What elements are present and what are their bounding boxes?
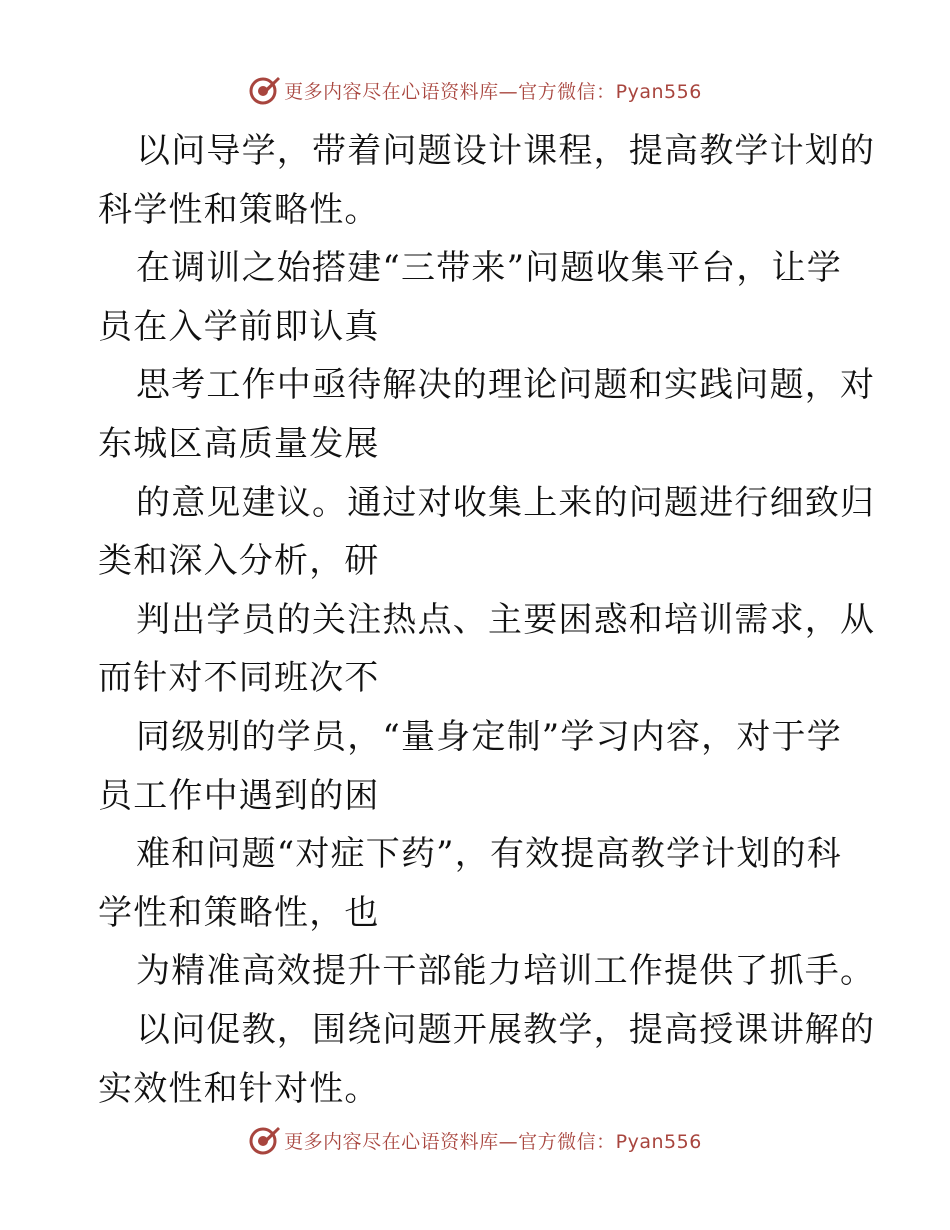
header-banner [0,70,950,110]
paragraph [98,356,876,473]
paragraph-line: 学性和策略性，也 [98,892,380,933]
paragraph-line: 科学性和策略性。 [98,189,380,230]
paragraph-line: 员工作中遇到的困 [98,775,380,816]
paragraph-line: 员在入学前即认真 [98,306,380,347]
paragraph-line: 为精准高效提升干部能力培训工作提供了抓手。 [136,951,876,992]
paragraph-line: 的意见建议。通过对收集上来的问题进行细致归 [136,482,876,523]
footer-banner-text: 更多内容尽在心语资料库—官方微信：Pyan556 [284,1130,702,1153]
paragraph-line: 类和深入分析，研 [98,541,380,582]
paragraph-line: 东城区高质量发展 [98,423,380,464]
paragraph-line: 在调训之始搭建“三带来”问题收集平台，让学 [136,248,842,289]
paragraph-line: 以问导学，带着问题设计课程，提高教学计划的 [136,131,876,171]
paragraph [98,825,858,942]
paragraph-line: 思考工作中亟待解决的理论问题和实践问题，对 [136,365,876,406]
paragraph [98,591,876,708]
document-body [98,122,876,1118]
paragraph [98,239,858,356]
paragraph-line: 而针对不同班次不 [98,658,380,699]
paragraph-line: 难和问题“对症下药”，有效提高教学计划的科 [136,834,842,875]
header-banner-text: 更多内容尽在心语资料库—官方微信：Pyan556 [284,80,702,103]
paragraph-line: 同级别的学员，“量身定制”学习内容，对于学 [136,716,842,757]
pen-logo-icon [248,73,282,107]
paragraph-line: 以问促教，围绕问题开展教学，提高授课讲解的 [136,1009,876,1050]
paragraph-line: 实效性和针对性。 [98,1068,380,1109]
paragraph [98,122,876,239]
pen-logo-icon [248,1123,282,1157]
paragraph-line: 判出学员的关注热点、主要困惑和培训需求，从 [136,599,876,640]
paragraph [98,474,876,591]
footer-banner [0,1120,950,1160]
paragraph [98,708,858,825]
paragraph [98,942,876,1001]
paragraph [98,1001,876,1118]
